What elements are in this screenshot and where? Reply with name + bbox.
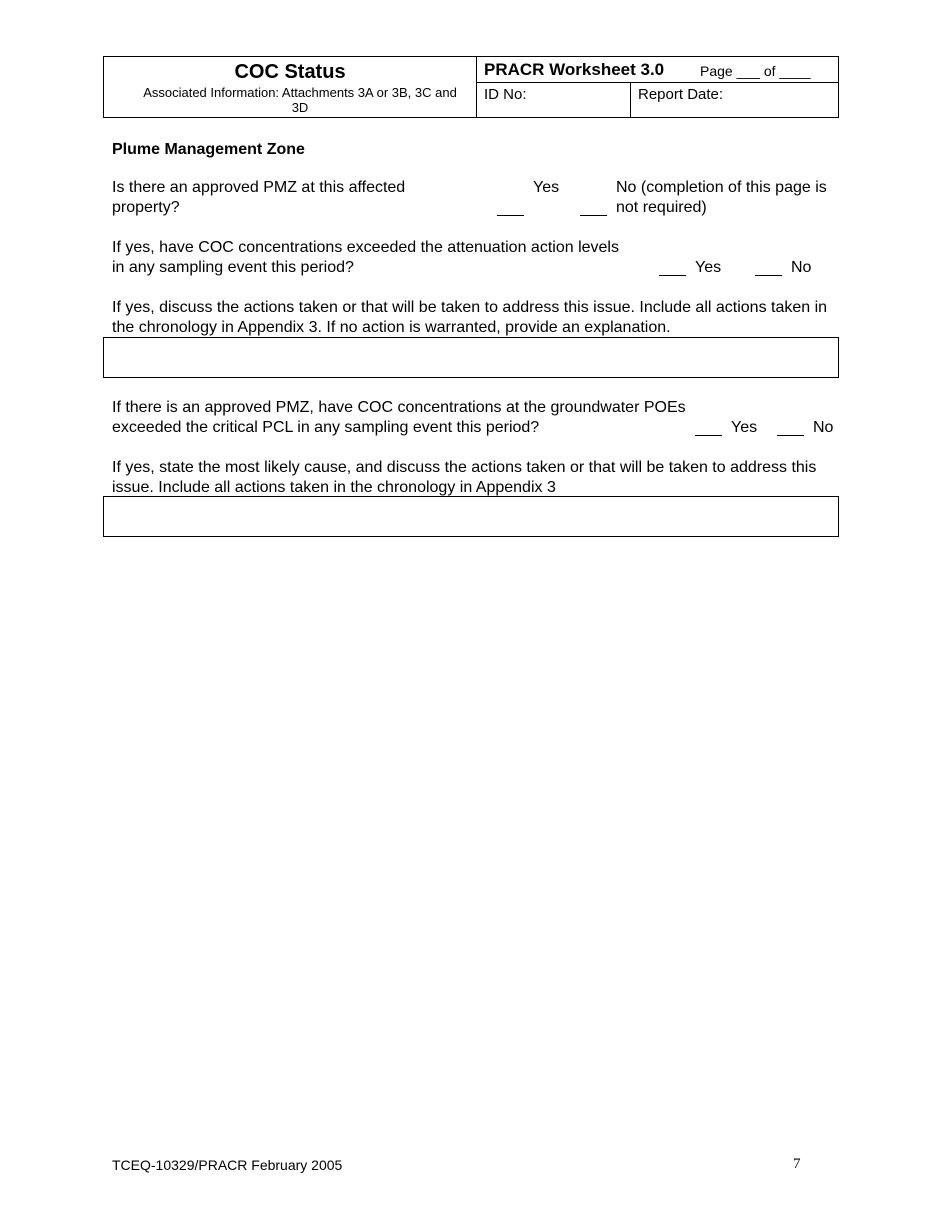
q2-yes-label: Yes: [695, 259, 722, 276]
q1-no-label: No (completion of this page is not required): [616, 179, 827, 216]
q1-no-blank[interactable]: [580, 215, 607, 216]
section-title: Plume Management Zone: [112, 141, 305, 158]
footer-page-number: 7: [793, 1156, 801, 1172]
q2-no-blank[interactable]: [755, 275, 782, 276]
q4-no-blank[interactable]: [777, 435, 804, 436]
q2-text: If yes, have COC concentrations exceeded the attenuation action levels in any sampling event this period?: [112, 239, 619, 276]
page-of-field[interactable]: Page ___ of ____: [700, 63, 811, 79]
id-no-label: ID No:: [484, 86, 527, 103]
q4-yes-blank[interactable]: [695, 435, 722, 436]
page-title: COC Status: [234, 61, 346, 83]
q2-yes-blank[interactable]: [659, 275, 686, 276]
header-left-cell: [104, 57, 477, 117]
header-table: [103, 56, 839, 118]
report-date-label: Report Date:: [638, 86, 724, 103]
header-worksheet-cell: [476, 57, 838, 83]
worksheet-title: PRACR Worksheet 3.0: [484, 60, 665, 79]
q1-text: Is there an approved PMZ at this affected property?: [112, 179, 406, 216]
footer-form-id: TCEQ-10329/PRACR February 2005: [112, 1157, 343, 1173]
q4-no-label: No: [813, 419, 834, 436]
q4-yes-label: Yes: [731, 419, 758, 436]
q5-text: If yes, state the most likely cause, and discuss the actions taken or that will be taken to address this issue. Include all actions taken in the chronology in Appendix 3: [112, 459, 817, 496]
q4-text: If there is an approved PMZ, have COC concentrations at the groundwater POEs exceeded the critical PCL in any sampling event this period?: [112, 399, 686, 436]
associated-info: Associated Information: Attachments 3A or 3B, 3C and 3D: [143, 85, 457, 115]
q2-no-label: No: [791, 259, 812, 276]
q5-answer-box[interactable]: [103, 496, 839, 537]
id-no-field[interactable]: [476, 83, 631, 117]
q1-yes-blank[interactable]: [497, 215, 524, 216]
q3-text: If yes, discuss the actions taken or that will be taken to address this issue. Include all actions taken in the chronology in Appendix 3. If no action is warranted, provide an explanation.: [112, 299, 828, 336]
q3-answer-box[interactable]: [103, 337, 839, 378]
q1-yes-label: Yes: [533, 179, 560, 196]
